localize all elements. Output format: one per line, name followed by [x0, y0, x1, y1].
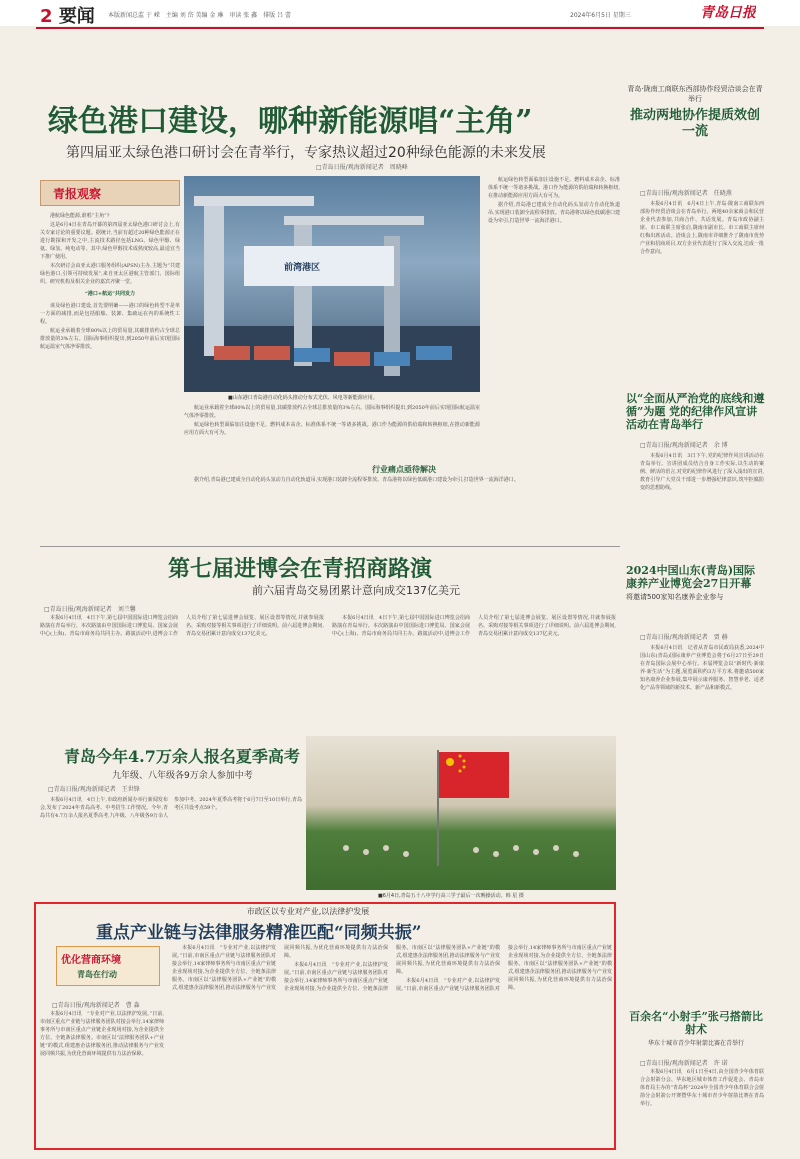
expo-paragraph: 本报6月4日讯 4日下午,第七届中国国际进口博览会招商路演在青岛举行。本次路演由中国国际进口博览局、国家会展中心(上海)、青岛市商务局共同主办。路演活动中,进博会工作人员介绍了第七届进博会展览、展区设置等情况,并就参展报名、采购对接等相关事项进行了详细说明。前六届进博会期间,青岛交易团累计意向成交137亿美元。 [332, 615, 616, 637]
sidebar1-kicker: 青岛·陇南工商联东西部协作经贸洽谈会在青举行 [627, 85, 763, 103]
divider [40, 546, 620, 547]
legal-paragraph: 本报6月4日讯 “专业对产业,以法律护发展。”日前,市南区重点产业链与法律服务团队对接会举行,14家律师事务所与市南区重点产业链企业现场对接,为企业提供全方位、全链条法律服务。市南区以“法律服务团队+产业链”的模式,组建惠企法律服务团,推动法律服务与产业发展同频共振,为优化营商环境提供有力法治保障。 [172, 945, 388, 991]
shooting-head [626, 1010, 766, 1060]
port-illustration [184, 176, 480, 392]
exam-byline: □青岛日报/观海新闻记者 王世锋 [48, 786, 140, 793]
lead-subheadline: 第四届亚太绿色港口研讨会在青举行，专家热议超过20种绿色能源的未来发展 [66, 145, 546, 161]
header-rule [36, 27, 764, 29]
lead-paragraph: 据介绍,青岛港已建成全自动化码头氢动力自动化轨道吊,实现港口装卸全流程零排放。青岛港将以绿色低碳港口建设为牵引,打造世界一流海洋港口。 [488, 202, 620, 224]
shooting-headline: 百余名“小射手”张弓搭箭比射术 [629, 1010, 763, 1037]
exam-headline: 青岛今年4.7万余人报名夏季高考 [64, 747, 300, 766]
lead-photo-caption: ■山东港口青岛港自动化码头推动分布式光伏、风电等新能源应用。 [228, 395, 378, 401]
lead-paragraph: 本次研讨会由亚太港口服务组织(APSN)主办,主题为“共建绿色港口,引领可持续发展”,来自亚太区港航主管部门、国际组织、研究机构及相关企业的嘉宾齐聚一堂。 [40, 263, 180, 285]
sidebar2-paragraph: 本报6月4日讯 3日下午,党的纪律作风宣讲活动在青岛举行。宣讲团成员结合自身工作实际,以生动的案例、鲜活的语言,对党的纪律作风进行了深入浅出的宣讲,教育引导广大党员干部进一步增强纪律意识,筑牢拒腐防变的思想防线。 [640, 453, 764, 491]
lead-intro: 港航绿色能源,谁唱“主角”? [50, 213, 110, 219]
page-number: 2 要闻 [40, 6, 95, 26]
legal-column-tag-label: 优化营商环境 [61, 955, 121, 966]
legal-cols [172, 944, 612, 1140]
expo-subheadline: 前六届青岛交易团累计意向成交137亿美元 [252, 584, 460, 597]
sidebar1-body [640, 200, 764, 390]
lead-col1 [40, 212, 180, 592]
newspaper-logo: 青岛日报 [700, 5, 756, 21]
exam-paragraph: 本报6月4日讯 4日上午,市政府新闻办举行新闻发布会,发布了2024年青岛高考、中考招生工作情况。今年,青岛共有4.7万余人报名夏季高考,九年级、八年级各9万余人参加中考。2024年夏季高考将于6月7日至10日举行,青岛考区共设考点59个。 [40, 797, 302, 819]
lead-paragraph: 这是6月4日在青岛开幕的第四届亚太绿色港口研讨会上,有关专家讨论的重要议题。据统计,当前有超过20种绿色能源正在进行勘探和开发之中,主流技术路径包括LNG、绿色甲醇、绿氨、绿氢、纯电动等。其中,绿色甲醇技术成熟度较高,最适宜当下推广使用。 [40, 222, 180, 260]
editor-meta: 本版新闻总监 于 嵘 主编 刘 岱 美编 金 琳 审读 张 鑫 排版 吕 蕾 [108, 12, 291, 19]
sidebar1-paragraph: 本报6月4日讯 6月4日上午,青岛·陇南工商联东西部协作经贸洽谈会在青岛举行。两地40余家商会和民营企业代表参加,共商合作、共话发展。青岛市政协副主席、市工商联主席张启,陇南市副市长、市工商联主席何红梅出席活动。洽谈会上,陇南市详细推介了陇南市优势产业和招商项目,双方企业代表进行了深入交流,达成一批合作意向。 [640, 201, 764, 255]
sidebar3-headline: 2024中国山东(青岛)国际康养产业博览会27日开幕 [626, 564, 756, 591]
column-tag-label: 青报观察 [53, 187, 102, 201]
legal-headline: 重点产业链与法律服务精准匹配“同频共振” [96, 923, 422, 943]
expo-body [40, 614, 616, 724]
lead-col4 [184, 476, 620, 542]
legal-column-tag [56, 946, 160, 986]
expo-headline: 第七届进博会在青招商路演 [168, 556, 433, 582]
lead-subheading-2: 行业痛点亟待解决 [344, 462, 464, 477]
expo-byline: □青岛日报/观海新闻记者 刘兰馨 [44, 606, 136, 613]
sidebar2-byline: □青岛日报/观海新闻记者 余 博 [640, 442, 728, 449]
shooting-paragraph: 本报6月4日讯 6月1日至4日,由全国青少年体育联合会射箭分会、华东地区城市体育工作促进会、青岛市体育局主办的“青岛杯”2024年全国青少年体育联合会射箭分会射箭公开赛暨华东十城市青少年射箭比赛在青岛举行。 [640, 1069, 764, 1107]
lead-paragraph: 航运绿色转型面临加注设施不足、燃料成本高企、标准体系不统一等诸多挑战。港口作为能源的供给端和转换枢纽,在推动新能源应用方面大有可为。 [184, 422, 480, 436]
exam-photo-caption: ■6月4日,青岛五十八中学行高三学子最后一次晚操活动。韩 星 摄 [378, 893, 524, 899]
exam-body [40, 796, 302, 892]
issue-date: 2024年6月5日 星期三 [570, 12, 631, 19]
legal-byline: □青岛日报/观海新闻记者 曹 淼 [52, 1002, 140, 1009]
sidebar1-headline: 推动两地协作提质效创一流 [629, 108, 760, 139]
lead-paragraph: 航运业承载着全球80%以上的贸易量,其碳排放约占全球总排放量的3%左右。国际海事组织提出,到2050年前后实现国际航运温室气体净零排放。 [184, 405, 480, 419]
shooting-subheadline: 华东十城市青少年射箭比赛在青举行 [647, 1040, 744, 1048]
lead-photo [184, 176, 480, 392]
legal-column-tag-sub: 青岛在行动 [77, 970, 117, 979]
sidebar3-byline: □青岛日报/观海新闻记者 贾 赫 [640, 634, 728, 641]
lead-paragraph: 航运绿色转型面临加注设施不足、燃料成本高企、标准体系不统一等诸多挑战。港口作为能源的供给端和转换枢纽,在推动新能源应用方面大有可为。 [488, 177, 620, 199]
legal-paragraph: 本报6月4日讯 “专业对产业,以法律护发展。”日前,市南区重点产业链与法律服务团队对接会举行,14家律师事务所与市南区重点产业链企业现场对接,为企业提供全方位、全链条法律服务。市南区以“法律服务团队+产业链”的模式,组建惠企法律服务团,推动法律服务与产业发展同频共振,为优化营商环境提供有力法治保障。 [40, 1011, 164, 1057]
shooting-body [640, 1068, 764, 1152]
expo-paragraph: 本报6月4日讯 4日下午,第七届中国国际进口博览会招商路演在青岛举行。本次路演由中国国际进口博览局、国家会展中心(上海)、青岛市商务局共同主办。路演活动中,进博会工作人员介绍了第七届进博会展览、展区设置等情况,并就参展报名、采购对接等相关事项进行了详细说明。前六届进博会期间,青岛交易团累计意向成交137亿美元。 [40, 615, 324, 637]
flag-illustration [306, 736, 616, 890]
sidebar-story-2-head [626, 392, 766, 432]
legal-kicker: 市政区以专业对产业,以法律护发展 [246, 907, 370, 916]
exam-subheadline: 九年级、八年级各9万余人参加中考 [112, 771, 253, 781]
shooting-byline: □青岛日报/观海新闻记者 许 诺 [640, 1060, 728, 1067]
legal-paragraph: 本报6月4日讯 “专业对产业,以法律护发展。”日前,市南区重点产业链与法律服务团队对接会举行,14家律师事务所与市南区重点产业链企业现场对接,为企业提供全方位、全链条法律服务。市南区以“法律服务团队+产业链”的模式,组建惠企法律服务团,推动法律服务与产业发展同频共振,为优化营商环境提供有力法治保障。 [284, 945, 500, 992]
sidebar1-byline: □青岛日报/观海新闻记者 任晓燕 [640, 190, 732, 197]
sidebar3-subheadline: 将邀请500家知名康养企业参与 [626, 593, 724, 602]
photo-sign: 前湾港区 [284, 263, 321, 273]
lead-paragraph: 据介绍,青岛港已建成全自动化码头氢动力自动化轨道吊,实现港口装卸全流程零排放。青岛港将以绿色低碳港口建设为牵引,打造世界一流海洋港口。 [194, 477, 519, 483]
exam-photo [306, 736, 616, 890]
lead-headline: 绿色港口建设，哪种新能源唱“主角” [48, 104, 533, 139]
sidebar2-headline: 以“全面从严治党的底线和遵循”为题 党的纪律作风宣讲活动在青岛举行 [626, 392, 765, 432]
sidebar2-body [640, 452, 764, 562]
column-tag [40, 180, 180, 206]
sidebar3-paragraph: 本报6月4日讯 记者从青岛市民政局获悉,2024中国山东(青岛)国际康养产业博览会将于6月27日至29日在青岛国际会展中心举行。本届博览会以“新时代·新康养·新生活”为主题,展览面积约3万平方米,将邀请500家知名康养企业参展,集中展示康养服务、智慧养老、适老化产品等领域的新技术、新产品和新模式。 [640, 645, 764, 691]
sidebar-story-3-head [626, 564, 766, 608]
lead-subheading: “港口+航运”共同发力 [85, 291, 135, 297]
lead-paragraph: 谈及绿色港口建设,首先要明确——港口的绿色转型不是单一方面的减排,而是包括船舶、装卸、集疏运在内的系统性工程。 [40, 303, 180, 325]
lead-paragraph: 航运业承载着全球80%以上的贸易量,其碳排放约占全球总排放量的3%左右。国际海事组织提出,到2050年前后实现国际航运温室气体净零排放。 [40, 328, 180, 350]
sidebar3-body [640, 644, 764, 1004]
sidebar-story-1 [626, 84, 764, 184]
lead-byline: □青岛日报/观海新闻记者 周晓峰 [316, 164, 408, 171]
legal-col1 [40, 1010, 164, 1140]
legal-paragraph: 本报6月4日讯 “专业对产业,以法律护发展。”日前,市南区重点产业链与法律服务团队对接会举行,14家律师事务所与市南区重点产业链企业现场对接,为企业提供全方位、全链条法律服务。市南区以“法律服务团队+产业链”的模式,组建惠企法律服务团,推动法律服务与产业发展同频共振,为优化营商环境提供有力法治保障。 [396, 945, 612, 992]
page-header [0, 0, 800, 26]
